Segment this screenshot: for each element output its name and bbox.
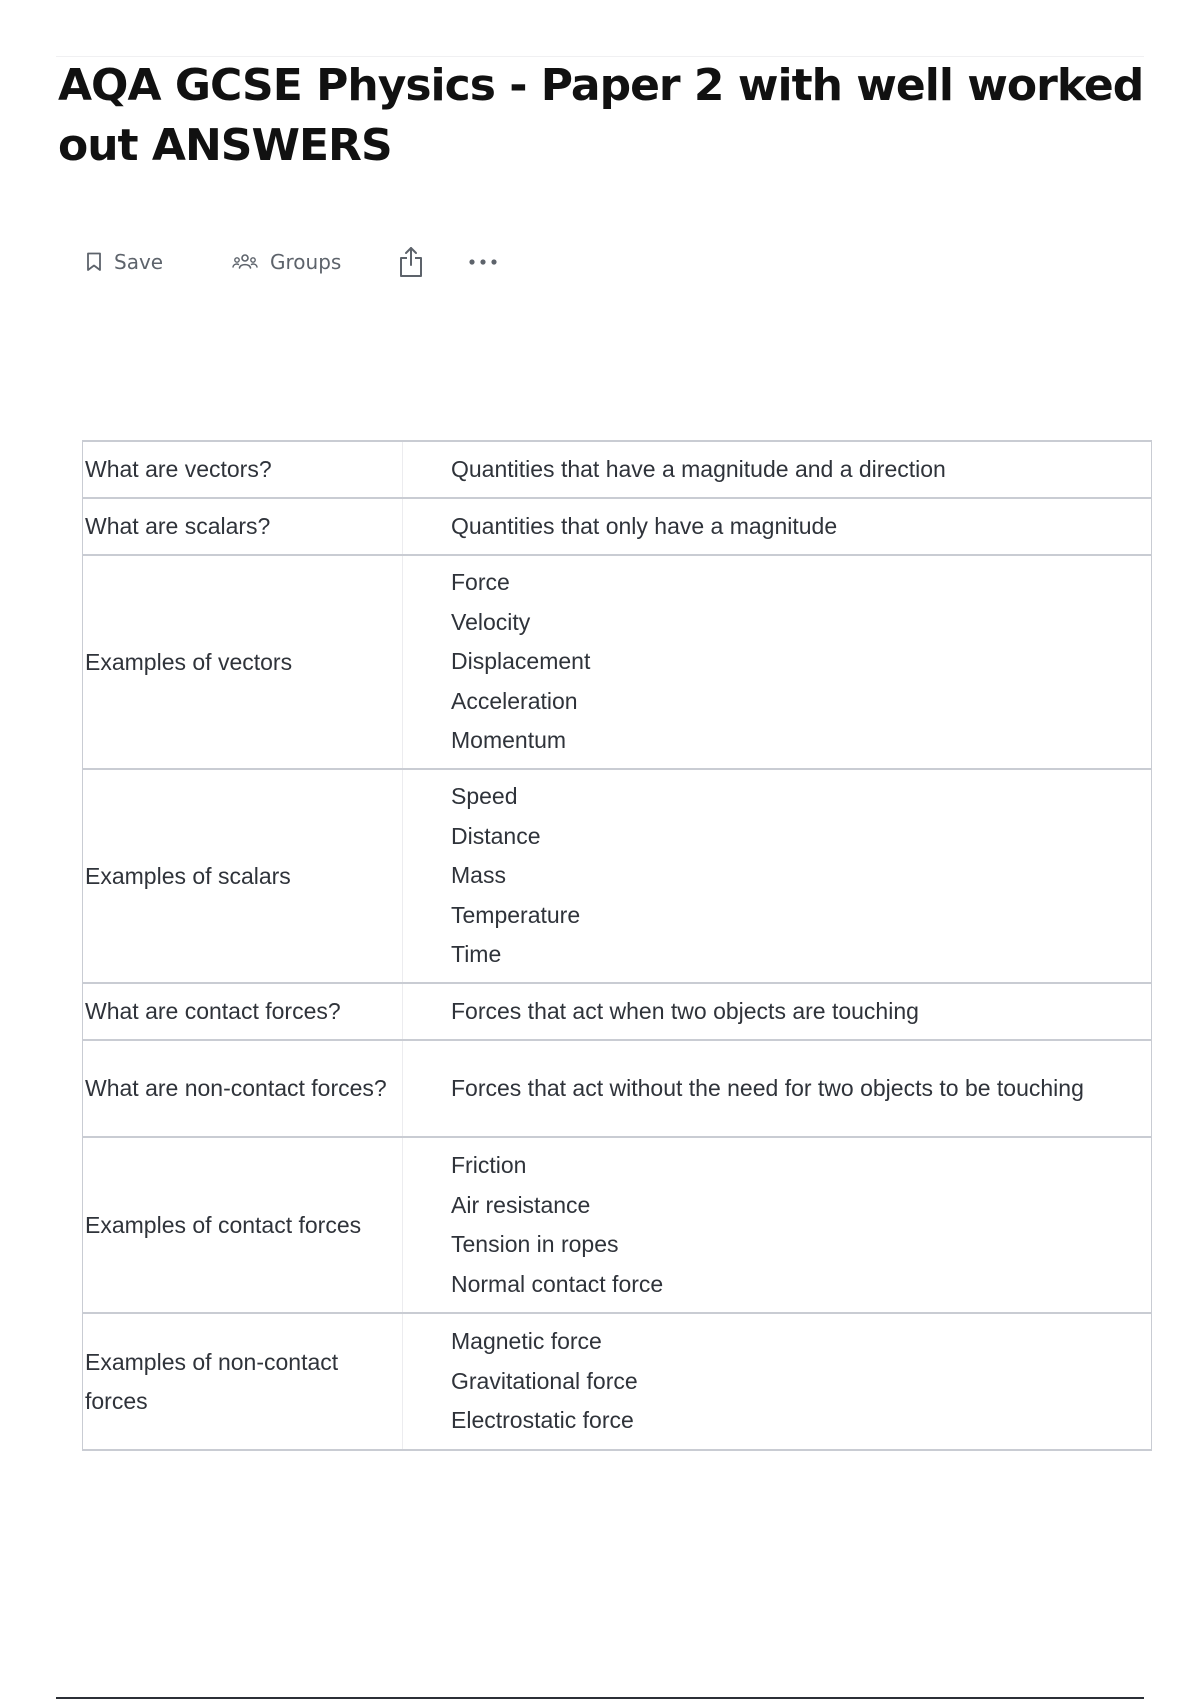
- answer-cell: [403, 1313, 1152, 1450]
- table-row: [83, 498, 1152, 555]
- list-item: Gravitational force: [451, 1367, 638, 1394]
- answer-cell: Quantities that only have a magnitude: [403, 498, 1152, 555]
- page-title: AQA GCSE Physics - Paper 2 with well worked out ANSWERS: [58, 60, 1144, 171]
- groups-icon: [232, 252, 258, 272]
- question-cell: Examples of scalars: [83, 769, 403, 983]
- save-button[interactable]: [86, 246, 163, 278]
- action-toolbar: [86, 246, 536, 278]
- groups-label: Groups: [270, 250, 342, 274]
- list-item: Electrostatic force: [451, 1407, 634, 1434]
- share-icon: [398, 246, 424, 278]
- list-item: Tension in ropes: [451, 1231, 619, 1257]
- list-item: Velocity: [451, 608, 531, 635]
- more-icon: [468, 258, 498, 266]
- answer-cell: Forces that act when two objects are touching: [403, 983, 1152, 1040]
- answer-cell: Quantities that have a magnitude and a direction: [403, 441, 1152, 498]
- list-item: Momentum: [451, 727, 567, 754]
- answer-cell: Forces that act without the need for two objects to be touching: [403, 1040, 1152, 1137]
- question-cell: Examples of non-contact forces: [83, 1313, 403, 1450]
- question-cell: What are non-contact forces?: [83, 1040, 403, 1137]
- more-options-button[interactable]: [468, 246, 498, 278]
- groups-button[interactable]: [232, 246, 341, 278]
- list-item: Temperature: [451, 901, 581, 928]
- list-item: Displacement: [451, 648, 591, 675]
- qa-table: [82, 440, 1152, 1451]
- table-row: [83, 1040, 1152, 1137]
- table-row: [83, 769, 1152, 983]
- table-row: [83, 441, 1152, 498]
- answer-list: [451, 777, 1139, 975]
- list-item: Force: [451, 569, 510, 596]
- save-label: Save: [114, 250, 164, 274]
- answer-cell: [403, 769, 1152, 983]
- question-cell: What are scalars?: [83, 498, 403, 555]
- list-item: Air resistance: [451, 1191, 591, 1218]
- list-item: Friction: [451, 1152, 527, 1178]
- list-item: Mass: [451, 862, 506, 889]
- answer-list: [451, 563, 1139, 761]
- list-item: Magnetic force: [451, 1328, 602, 1355]
- question-cell: What are vectors?: [83, 441, 403, 498]
- bookmark-icon: [86, 252, 102, 272]
- table-row: [83, 1137, 1152, 1313]
- answer-cell: [403, 555, 1152, 769]
- question-cell: What are contact forces?: [83, 983, 403, 1040]
- list-item: Acceleration: [451, 687, 578, 714]
- list-item: Speed: [451, 783, 518, 810]
- question-cell: Examples of contact forces: [83, 1137, 403, 1313]
- table-row: [83, 555, 1152, 769]
- table-row: [83, 1313, 1152, 1450]
- table-row: [83, 983, 1152, 1040]
- list-item: Normal contact force: [451, 1270, 664, 1297]
- share-button[interactable]: [398, 246, 424, 278]
- answer-list: [451, 1146, 1139, 1304]
- list-item: Distance: [451, 822, 541, 849]
- bottom-divider: [56, 1697, 1144, 1699]
- answer-list: [451, 1322, 1139, 1441]
- list-item: Time: [451, 941, 502, 968]
- answer-cell: [403, 1137, 1152, 1313]
- question-cell: Examples of vectors: [83, 555, 403, 769]
